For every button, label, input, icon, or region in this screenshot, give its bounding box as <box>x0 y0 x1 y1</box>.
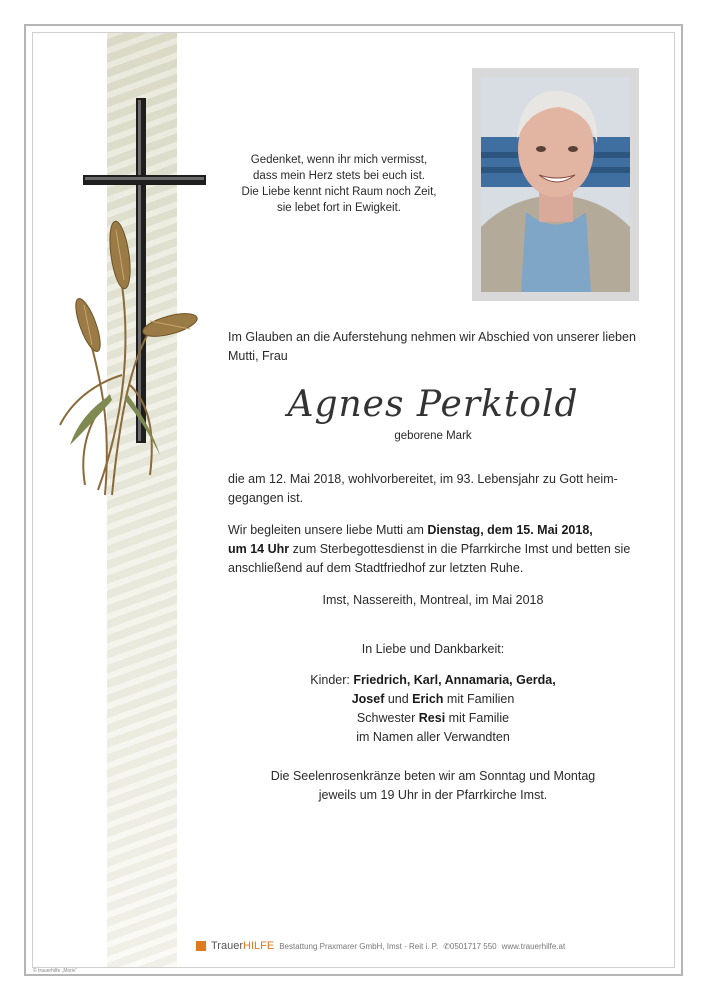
place-date: Imst, Nassereith, Montreal, im Mai 2018 <box>322 593 544 607</box>
mourners-list: Kinder: Friedrich, Karl, Annamaria, Gerda, Josef und Erich mit Familien Schwester Resi mit Familie im Namen aller Verwandten <box>310 673 556 744</box>
footer: TrauerHILFE Bestattung Praxmarer GmbH, Imst - Reit i. P. ✆0501717 550 www.trauerhilfe.at <box>196 940 565 952</box>
gratitude-line: In Liebe und Dankbarkeit: <box>361 642 505 656</box>
deceased-name: Agnes Perktold <box>287 384 579 425</box>
poem-line: dass mein Herz stets bei euch ist. <box>253 170 425 182</box>
footer-phone: ✆0501717 550 <box>443 941 497 951</box>
trauerhilfe-logo-icon <box>196 941 206 951</box>
funeral-details: Wir begleiten unsere liebe Mutti am Dienstag, dem 15. Mai 2018, um 14 Uhr zum Sterbegottesdienst in die Pfarrkirche Imst und betten sie anschließend auf dem Stadtfriedhof zur letzten Ruhe. <box>228 523 631 575</box>
poem-line: sie lebet fort in Ewigkeit. <box>276 202 401 214</box>
portrait-frame <box>472 68 639 301</box>
death-notice: die am 12. Mai 2018, wohlvorbereitet, im 93. Lebensjahr zu Gott heim-gegangen ist. <box>228 472 618 505</box>
rosary-notice: Die Seelenrosenkränze beten wir am Sonntag und Montag jeweils um 19 Uhr in der Pfarrkirche Imst. <box>270 769 596 802</box>
funeral-time: um 14 Uhr <box>228 542 290 556</box>
footer-web[interactable]: www.trauerhilfe.at <box>501 941 566 951</box>
poem-line: Die Liebe kennt nicht Raum noch Zeit, <box>241 186 437 198</box>
cross-with-wheat-icon <box>50 95 220 505</box>
poem <box>224 152 454 216</box>
maiden-name: geborene Mark <box>394 430 472 442</box>
footer-company: Bestattung Praxmarer GmbH, Imst - Reit i. P. <box>279 941 439 951</box>
intro-text: Im Glauben an die Auferstehung nehmen wir Abschied von unserer lieben Mutti, Frau <box>228 330 636 363</box>
copyright: © trauerhilfe „Motiv“ <box>33 968 77 974</box>
poem-line: Gedenket, wenn ihr mich vermisst, <box>250 154 428 166</box>
portrait-photo <box>481 77 630 292</box>
funeral-date: Dienstag, dem 15. Mai 2018, <box>427 523 593 537</box>
